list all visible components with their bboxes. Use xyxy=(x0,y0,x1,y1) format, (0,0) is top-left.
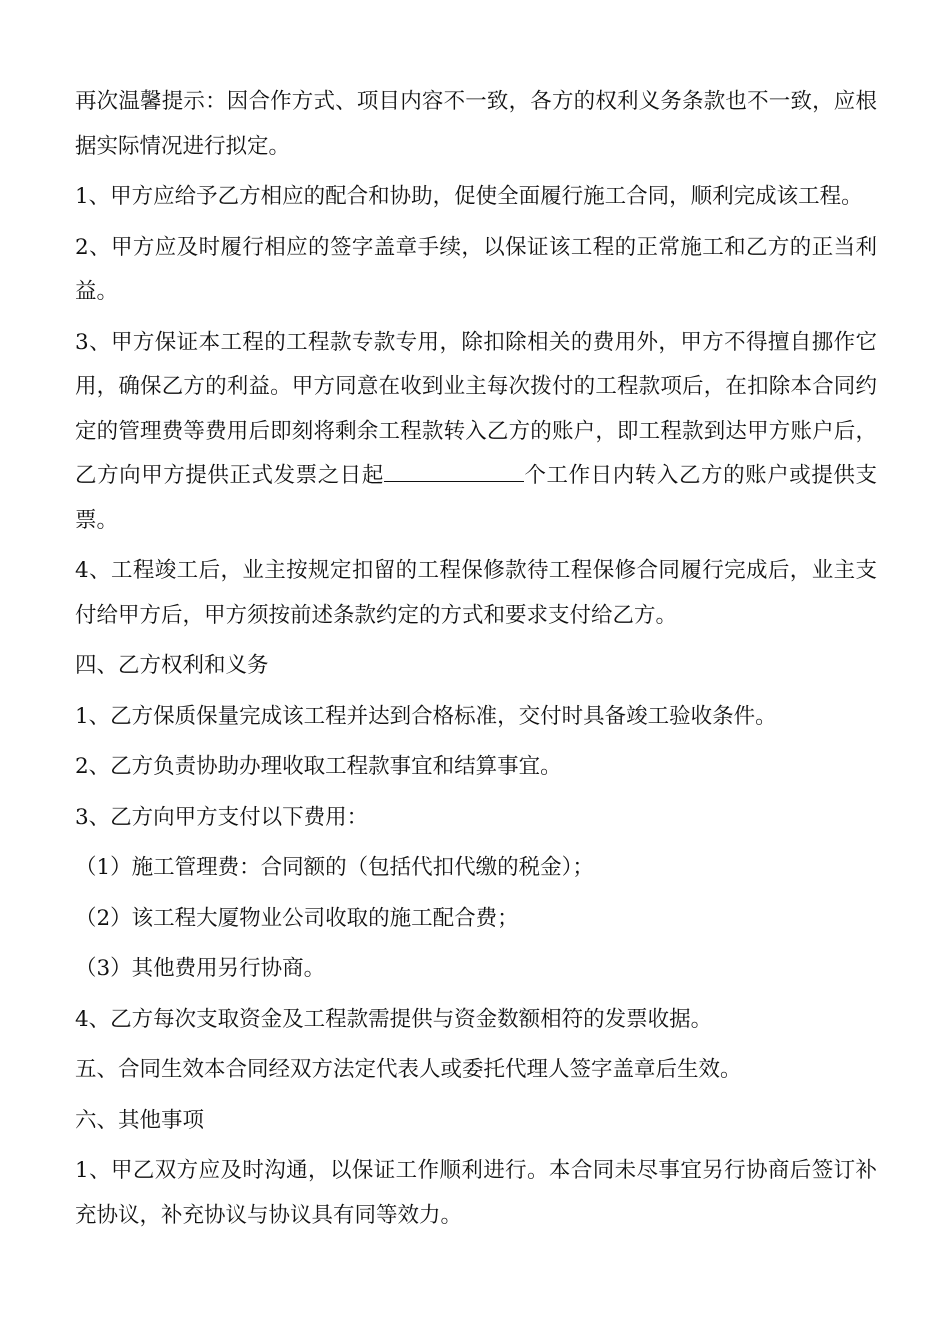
party-a-clause-1: 1、甲方应给予乙方相应的配合和协助，促使全面履行施工合同，顺利完成该工程。 xyxy=(75,184,863,209)
party-a-clause-2: 2、甲方应及时履行相应的签字盖章手续，以保证该工程的正常施工和乙方的正当利益。 xyxy=(75,234,877,304)
other-matters-clause-1: 1、甲乙双方应及时沟通，以保证工作顺利进行。本合同未尽事宜另行协商后签订补充协议，补充协议与协议具有同等效力。 xyxy=(75,1158,877,1228)
section-heading-6: 六、其他事项 xyxy=(75,1107,205,1133)
party-b-clause-3: 3、乙方向甲方支付以下费用： xyxy=(75,804,369,830)
party-b-clause-4: 4、乙方每次支取资金及工程款需提供与资金数额相符的发票收据。 xyxy=(75,1006,713,1032)
fee-item-1: （1）施工管理费：合同额的（包括代扣代缴的税金）； xyxy=(75,855,594,880)
section-heading-4: 四、乙方权利和义务 xyxy=(75,653,269,678)
clause-3-text-before-blank: 3、甲方保证本工程的工程款专款专用，除扣除相关的费用外，甲方不得擅自挪作它用，确保乙方的利益。甲方同意在收到业主每次拨付的工程款项后，在扣除本合同约定的管理费等费用后即刻将剩余工程款转入乙方的账户，即工程款到达甲方账户后，乙方向甲方提供正式发票之日起 xyxy=(75,329,877,488)
party-a-clause-3 xyxy=(75,321,877,544)
section-heading-5: 五、合同生效本合同经双方法定代表人或委托代理人签字盖章后生效。 xyxy=(75,1057,742,1082)
party-a-clause-4: 4、工程竣工后，业主按规定扣留的工程保修款待工程保修合同履行完成后，业主支付给甲方后，甲方须按前述条款约定的方式和要求支付给乙方。 xyxy=(75,558,877,628)
clause-3-text-after-blank: 个工作日内转入乙方的账户或提供支票。 xyxy=(75,463,877,533)
document-body xyxy=(75,80,877,1244)
fee-item-3: （3）其他费用另行协商。 xyxy=(75,956,326,981)
reminder-paragraph: 再次温馨提示：因合作方式、项目内容不一致，各方的权利义务条款也不一致，应根据实际情况进行拟定。 xyxy=(75,89,877,159)
party-b-clause-1: 1、乙方保质保量完成该工程并达到合格标准，交付时具备竣工验收条件。 xyxy=(75,703,777,729)
fee-item-2: （2）该工程大厦物业公司收取的施工配合费； xyxy=(75,905,519,931)
party-b-clause-2: 2、乙方负责协助办理收取工程款事宜和结算事宜。 xyxy=(75,754,562,779)
working-days-blank-line xyxy=(384,463,524,482)
